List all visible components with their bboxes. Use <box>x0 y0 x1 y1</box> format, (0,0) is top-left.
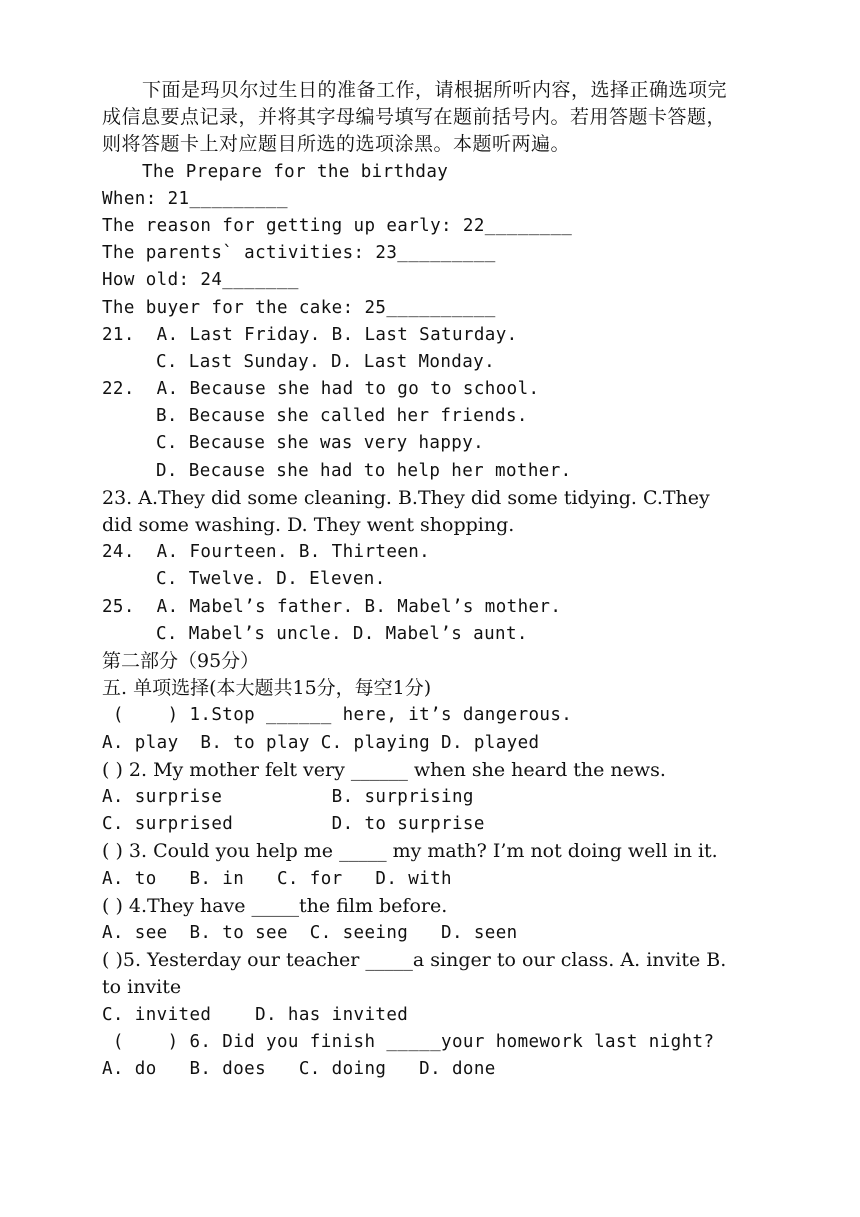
question-23: 23. A.They did some cleaning. B.They did some tidying. C.They did some washing. D. They went shopping. <box>102 486 710 537</box>
question-22-line2: B. Because she called her friends. <box>156 406 528 427</box>
question-22-line4: D. Because she had to help her mother. <box>156 460 572 481</box>
mcq-1-question: ( ) 1.Stop ______ here, it’s dangerous. <box>102 705 573 726</box>
mcq-2-question: ( ) 2. My mother felt very ______ when she heard the news. <box>102 758 666 781</box>
mcq-4-options: A. see B. to see C. seeing D. seen <box>102 922 518 943</box>
blank-25: The buyer for the cake: 25__________ <box>102 297 496 318</box>
question-24-line2: C. Twelve. D. Eleven. <box>156 569 386 590</box>
mcq-2-options-row2: C. surprised D. to surprise <box>102 814 485 835</box>
mcq-2-options-row1: A. surprise B. surprising <box>102 786 474 807</box>
mcq-5-options: C. invited D. has invited <box>102 1004 409 1025</box>
blank-24: How old: 24_______ <box>102 270 299 291</box>
question-21-line2: C. Last Sunday. D. Last Monday. <box>156 351 496 372</box>
document-page <box>102 77 742 1083</box>
section-five-heading: 五. 单项选择(本大题共15分，每空1分) <box>102 677 432 700</box>
mcq-4-question: ( ) 4.They have _____the film before. <box>102 894 448 917</box>
question-25-line1: 25. A. Mabel’s father. B. Mabel’s mother. <box>102 596 562 617</box>
question-22-line1: 22. A. Because she had to go to school. <box>102 379 540 400</box>
listening-title: The Prepare for the birthday <box>142 161 449 182</box>
blank-21: When: 21_________ <box>102 188 288 209</box>
part-two-heading: 第二部分（95分） <box>102 650 260 673</box>
question-22-line3: C. Because she was very happy. <box>156 433 485 454</box>
mcq-6-question: ( ) 6. Did you finish _____your homework last night? <box>102 1031 715 1052</box>
mcq-3-options: A. to B. in C. for D. with <box>102 868 452 889</box>
question-25-line2: C. Mabel’s uncle. D. Mabel’s aunt. <box>156 623 528 644</box>
mcq-3-question: ( ) 3. Could you help me _____ my math? I’m not doing well in it. <box>102 840 718 863</box>
mcq-5-question: ( )5. Yesterday our teacher _____a singer to our class. A. invite B. to invite <box>102 949 727 999</box>
question-21-line1: 21. A. Last Friday. B. Last Saturday. <box>102 324 518 345</box>
listening-instructions: 下面是玛贝尔过生日的准备工作，请根据所听内容，选择正确选项完成信息要点记录，并将其字母编号填写在题前括号内。若用答题卡答题，则将答题卡上对应题目所选的选项涂黑。本题听两遍。 <box>102 79 728 156</box>
mcq-6-options: A. do B. does C. doing D. done <box>102 1058 496 1079</box>
blank-22: The reason for getting up early: 22________ <box>102 215 573 236</box>
question-24-line1: 24. A. Fourteen. B. Thirteen. <box>102 542 431 563</box>
blank-23: The parents` activities: 23_________ <box>102 243 496 264</box>
mcq-1-options: A. play B. to play C. playing D. played <box>102 732 540 753</box>
